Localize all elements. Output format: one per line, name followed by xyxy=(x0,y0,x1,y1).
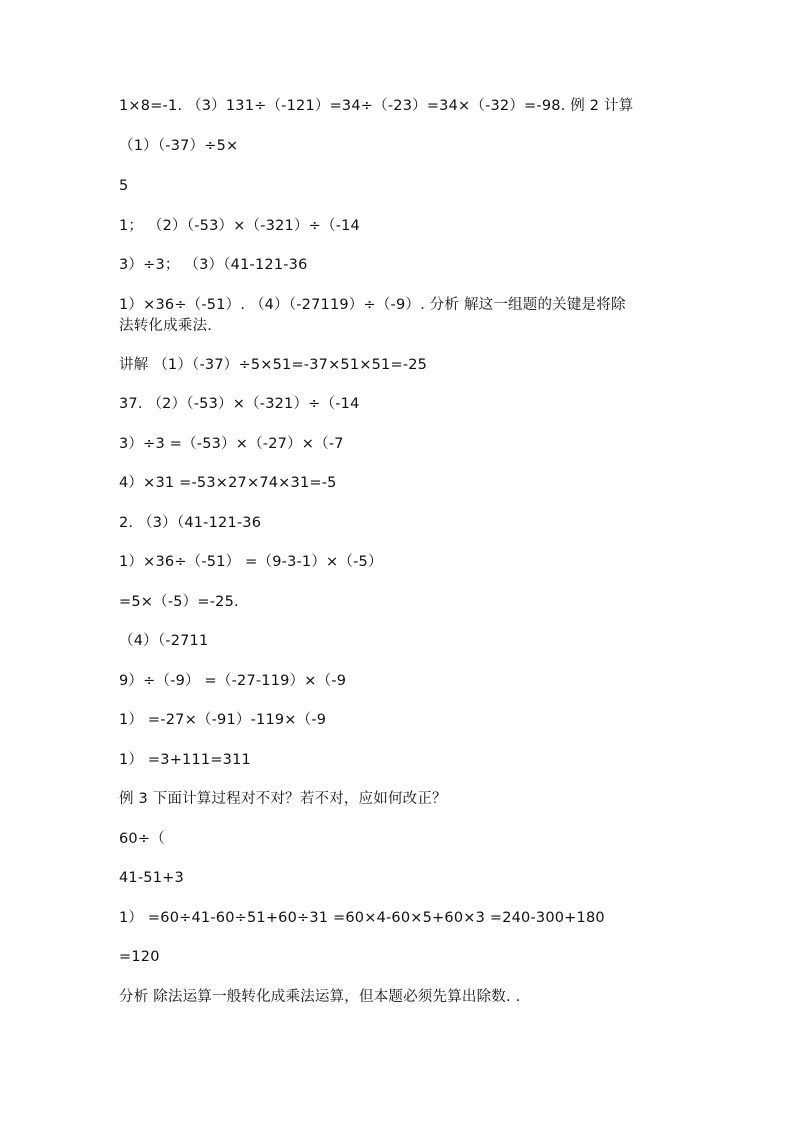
text-line: 1） =60÷41-60÷51+60÷31 =60×4-60×5+60×3 =240-300+180 xyxy=(119,910,605,926)
text-line: 2. （3）（41-121-36 xyxy=(119,515,262,531)
text-line: 1）×36÷（-51）. （4）（-27119）÷（-9）. 分析 解这一组题的关键是将除 xyxy=(119,297,626,313)
text-line: 例 3 下面计算过程对不对？若不对，应如何改正？ xyxy=(119,791,447,807)
text-line: 60÷（ xyxy=(119,831,165,847)
text-line: 1） =3+111=311 xyxy=(119,752,251,768)
text-line: 法转化成乘法. xyxy=(119,318,213,334)
text-line: 4）×31 =-53×27×74×31=-5 xyxy=(119,475,337,491)
text-line: 1； （2）（-53）×（-321）÷（-14 xyxy=(119,218,360,234)
text-line: （1）（-37）÷5× xyxy=(119,138,239,154)
text-line: 5 xyxy=(119,178,129,194)
text-line: 41-51+3 xyxy=(119,870,184,886)
text-line: 1×8=-1. （3）131÷（-121）=34÷（-23）=34×（-32）=-98. 例 2 计算 xyxy=(119,98,634,114)
text-line: （4）（-2711 xyxy=(119,633,209,649)
text-line: 1） =-27×（-91）-119×（-9 xyxy=(119,712,327,728)
text-line: 3）÷3 =（-53）×（-27）×（-7 xyxy=(119,436,344,452)
text-line: =5×（-5）=-25. xyxy=(119,594,239,610)
text-line: 1）×36÷（-51） =（9-3-1）×（-5） xyxy=(119,554,383,570)
text-line: 37. （2）（-53）×（-321）÷（-14 xyxy=(119,396,360,412)
text-line: 分析 除法运算一般转化成乘法运算，但本题必须先算出除数. . xyxy=(119,989,521,1005)
text-line: 讲解 （1）（-37）÷5×51=-37×51×51=-25 xyxy=(119,357,428,373)
text-line: 3）÷3； （3）（41-121-36 xyxy=(119,257,308,273)
text-line: =120 xyxy=(119,949,160,965)
text-line: 9）÷（-9） =（-27-119）×（-9 xyxy=(119,673,347,689)
